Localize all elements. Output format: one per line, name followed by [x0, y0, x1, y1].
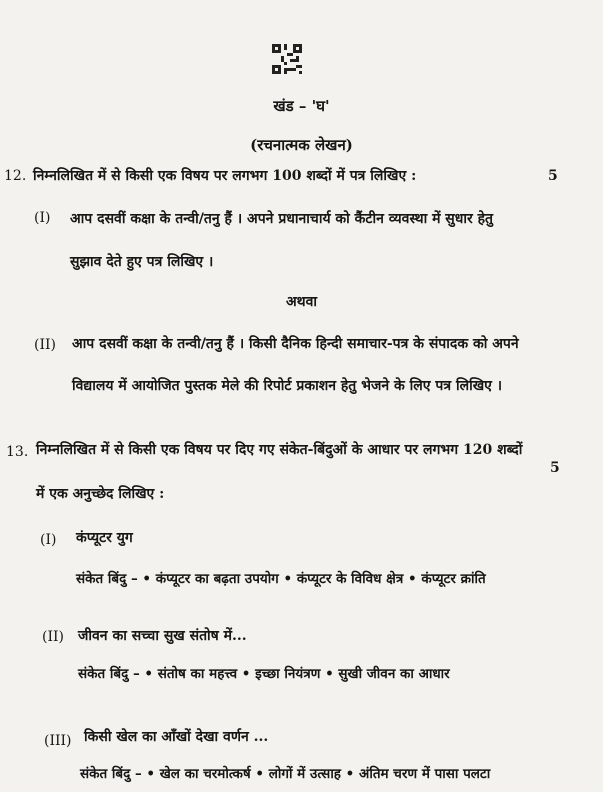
q12-option2-line2: विद्यालय में आयोजित पुस्तक मेले की रिपोर्ट प्रकाशन हेतु भेजने के लिए पत्र लिखिए ।	[72, 378, 503, 394]
q13-option1-title: कंप्यूटर युग	[76, 530, 133, 546]
section-subtitle: (रचनात्मक लेखन)	[250, 136, 353, 154]
q13-option1-hints: संकेत बिंदु – • कंप्यूटर का बढ़ता उपयोग • कंप्यूटर के विविध क्षेत्र • कंप्यूटर क्रांति	[76, 571, 486, 587]
q13-option3-title: किसी खेल का आँखों देखा वर्णन ...	[84, 729, 269, 745]
q13-option2-label: (II)	[42, 629, 64, 645]
q12-option2-label: (II)	[34, 337, 56, 353]
q12-option1-line2: सुझाव देते हुए पत्र लिखिए ।	[70, 254, 214, 270]
q12-or: अथवा	[285, 294, 318, 310]
q13-marks: 5	[550, 460, 560, 476]
section-title: खंड – 'घ'	[273, 97, 330, 115]
q12-option1-label: (I)	[34, 210, 51, 226]
q13-line2: में एक अनुच्छेद लिखिए :	[36, 486, 165, 502]
q13-option2-hints: संकेत बिंदु – • संतोष का महत्त्व • इच्छा नियंत्रण • सुखी जीवन का आधार	[78, 666, 450, 682]
q12-marks: 5	[548, 168, 558, 184]
q13-option3-hints: संकेत बिंदु – • खेल का चरमोत्कर्ष • लोगों में उत्साह • अंतिम चरण में पासा पलटा	[80, 766, 491, 782]
q13-number: 13.	[6, 444, 29, 460]
q13-option2-title: जीवन का सच्चा सुख संतोष में...	[78, 628, 247, 644]
q13-line1: निम्नलिखित में से किसी एक विषय पर दिए गए संकेत-बिंदुओं के आधार पर लगभग 120 शब्दों	[36, 442, 523, 458]
q12-number: 12.	[4, 168, 27, 184]
q12-option2-line1: आप दसवीं कक्षा के तन्वी/तनु हैं । किसी दैनिक हिन्दी समाचार-पत्र के संपादक को अपने	[72, 336, 519, 352]
q13-option3-label: (III)	[44, 733, 72, 749]
q12-text: निम्नलिखित में से किसी एक विषय पर लगभग 100 शब्दों में पत्र लिखिए :	[33, 168, 417, 184]
q13-option1-label: (I)	[40, 532, 57, 548]
qr-code-icon	[272, 44, 302, 74]
q12-option1-line1: आप दसवीं कक्षा के तन्वी/तनु हैं । अपने प्रधानाचार्य को कैंटीन व्यवस्था में सुधार हेतु	[70, 211, 494, 227]
